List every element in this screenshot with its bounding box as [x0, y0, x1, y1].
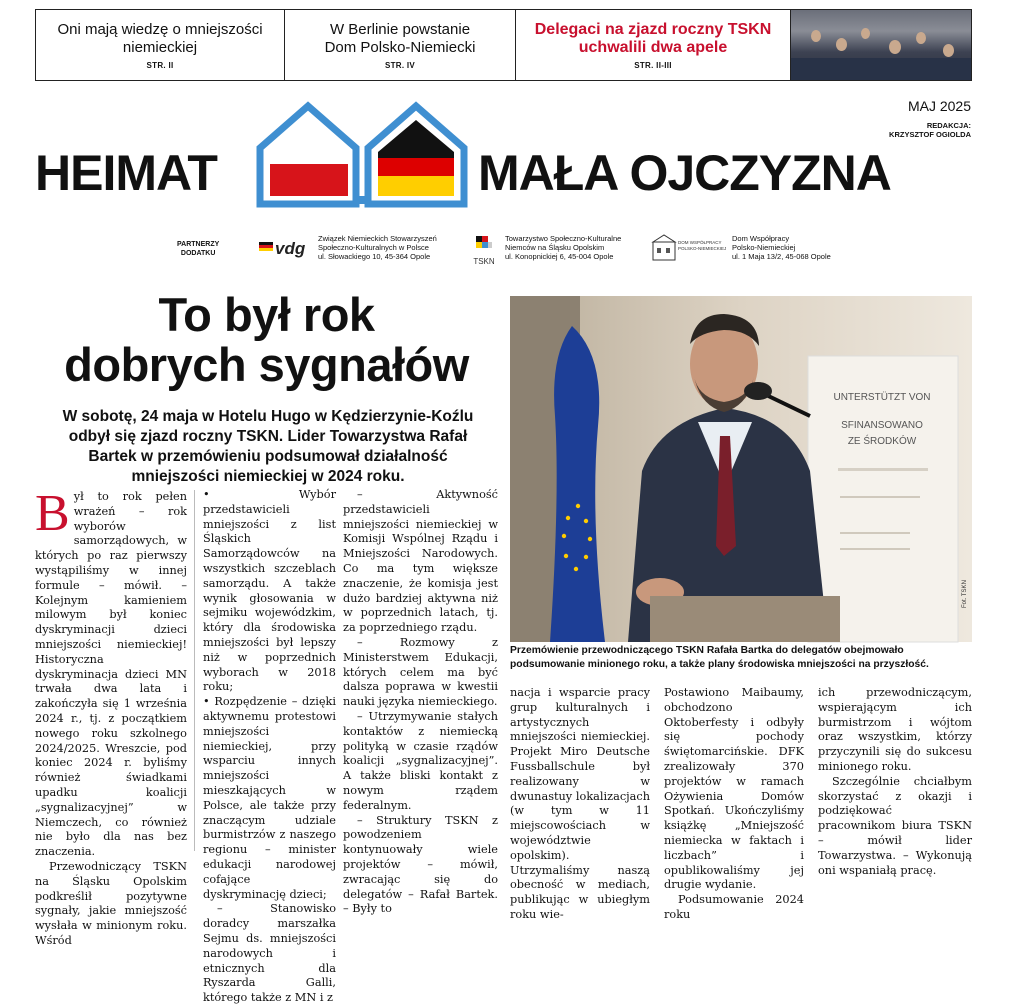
houses-logo [256, 100, 468, 208]
editor-name: KRZYSZTOF OGIOLDA [889, 130, 971, 139]
article-lead: W sobotę, 24 maja w Hotelu Hugo w Kędzierzynie-Koźlu odbył się zjazd roczny TSKN. Lider Towarzystwa Rafał Bartek w przemówieniu podsumował działalność mniejszości niemieckiej w 2024 roku. [62, 408, 474, 485]
teaser-page: STR. II-III [634, 60, 672, 70]
teaser-3[interactable] [516, 10, 791, 80]
paragraph: ył to rok pełen wrażeń – rok wyborów samorządowych, w których po raz pierwszy wystąpiliśmy w innej formule – mówił. – Kolejnym kamieniem milowym był koniec dyskryminacji dzieci mniejszości niemieckiej! Historyczna dyskryminacja dzieci MN trwała dwa lata i zakończyła się 1 września 2024 r., tj. z początkiem nowego roku szkolnego 2024/2025. Wreszcie, pod koniec 2024 r. byliśmy również świadkami upadku koalicji „sygnalizacyjnej” w Niemczech, co również nie było dla nas bez znaczenia. [35, 490, 187, 859]
paragraph: – Struktury TSKN z powodzeniem kontynuowały wiele projektów – mówił, zwracając się do delegatów – Rafał Bartek. – Były to [343, 813, 498, 916]
paragraph: nacja i wsparcie pracy grup kulturalnych i artystycznych mniejszości niemieckiej. Projekt Miro Deutsche Fussballschule był realizowany w dwunastuy lokalizacjach (w tym w 11 miejscowościach w województwie opolskim). Utrzymaliśmy naszą obecność w mediach, publikując w ubiegłym roku wie- [510, 686, 650, 921]
article-column-2 [203, 488, 336, 1006]
paragraph: – Utrzymywanie stałych kontaktów z niemiecką polityką w czasie rządów koalicji „sygnalizacyjnej”. A także bliski kontakt z nowym rządem federalnym. [343, 709, 498, 812]
paragraph: • Rozpędzenie – dzięki aktywnemu protestowi mniejszości niemieckiej, przy wsparciu innych mniejszości mieszkających w Polsce, ale także przy znaczącym udziale burmistrzów z naszego regionu – minister edukacji narodowej cofające dyskryminację dzieci; [203, 695, 336, 901]
teaser-2[interactable] [285, 10, 516, 80]
svg-text:ZE ŚRODKÓW: ZE ŚRODKÓW [847, 436, 917, 447]
paragraph: ich przewodniczącym, wspierającym ich burmistrzom i wójtom oraz wszystkim, którzy przyczynili się do sukcesu minionego roku. [818, 686, 972, 773]
paragraph: – Stanowisko doradcy marszałka Sejmu ds. mniejszości narodowych i etnicznych dla Ryszarda Galli, którego także z MN i z [203, 902, 336, 1005]
issue-date: MAJ 2025 [907, 98, 971, 114]
photo-credit: Fot. TSKN [962, 580, 968, 608]
vdg-logo [259, 234, 313, 260]
partners-label: PARTNERZY DODATKU [177, 241, 220, 257]
article-column-5 [664, 686, 804, 923]
paragraph: Postawiono Maibaumy, obchodzono Oktoberfesty i odbyły się pochody świętomarcińskie. DFK zrealizowały 370 projektów w ramach Ożywienia Domów Spotkań. Ukończyliśmy książkę „Mniejszość niemiecka w faktach i liczbach” i opublikowaliśmy jej drugie wydanie. [664, 686, 804, 892]
column-divider [194, 490, 195, 851]
masthead-heimat: HEIMAT [35, 145, 217, 201]
tskn-logo [469, 234, 499, 268]
article-column-4 [510, 686, 650, 923]
partner-tskn[interactable]: Towarzystwo Społeczno-Kulturalne Niemców na Śląsku Opolskim ul. Konopnickiej 6, 45-004 Opole [505, 234, 622, 261]
teaser-1[interactable] [36, 10, 285, 80]
teaser-photo[interactable] [791, 10, 971, 80]
svg-text:POLSKO-NIEMIECKIEJ: POLSKO-NIEMIECKIEJ [678, 246, 727, 251]
teaser-title: W Berlinie powstanie Dom Polsko-Niemiecki [324, 20, 476, 56]
partners-strip [35, 232, 972, 272]
paragraph: Podsumowanie 2024 roku [664, 893, 804, 921]
svg-text:DOM WSPÓŁPRACY: DOM WSPÓŁPRACY [678, 240, 722, 245]
drop-cap: B [35, 485, 70, 542]
paragraph: • Wybór przedstawicieli mniejszości z list Śląskich Samorządowców na wszystkich szczeblach samorządu. A także wynik głosowania w sejmiku wojewódzkim, który dla środowiska mniejszości był lepszy niż w poprzednich wyborach w 2018 roku; [203, 488, 336, 694]
masthead-mala-ojczyzna: MAŁA OJCZYZNA [478, 145, 891, 201]
svg-text:vdg: vdg [275, 239, 306, 258]
photo-caption: Przemówienie przewodniczącego TSKN Rafała Bartka do delegatów obejmowało podsumowanie minionego roku, a także plany środowiska mniejszości na przyszłość. [510, 645, 929, 670]
teaser-title: Oni mają wiedzę o mniejszości niemieckiej [57, 20, 263, 56]
svg-text:SFINANSOWANO: SFINANSOWANO [841, 420, 923, 431]
teaser-page: STR. II [146, 60, 174, 70]
article-column-3 [343, 488, 498, 917]
article-column-6 [818, 686, 972, 878]
svg-text:UNTERSTÜTZT VON: UNTERSTÜTZT VON [833, 392, 931, 403]
partner-vdg[interactable]: Związek Niemieckich Stowarzyszeń Społeczno-Kulturalnych w Polsce ul. Słowackiego 10, 45-364 Opole [318, 234, 437, 261]
dom-wspolpracy-logo [651, 234, 727, 264]
teaser-title: Delegaci na zjazd roczny TSKN uchwalili dwa apele [534, 20, 772, 56]
paragraph: Szczególnie chciałbym skorzystać z okazji i podziękować pracownikom biura TSKN – mówił lider Towarzystwa. – Wykonują oni wspaniałą pracę. [818, 774, 972, 877]
svg-text:TSKN: TSKN [473, 257, 495, 266]
editor-label: REDAKCJA: [926, 121, 971, 130]
speaker-photo[interactable] [510, 296, 972, 642]
paragraph: – Aktywność przedstawicieli mniejszości niemieckiej w Komisji Wspólnej Rządu i Mniejszości Narodowych. Co ma tym większe znaczenie, że komisja jest dużo bardziej aktywna niż w poprzednich latach, tj. za poprzedniego rządu. [343, 488, 498, 635]
paragraph: – Rozmowy z Ministerstwem Edukacji, których celem ma być dalsza poprawa w kwestii nauki języka niemieckiego. [343, 635, 498, 709]
article-column-1 [35, 485, 187, 949]
partner-dom-wspolpracy[interactable]: Dom Współpracy Polsko-Niemieckiej ul. 1 Maja 13/2, 45-068 Opole [732, 234, 831, 261]
teaser-page: STR. IV [384, 60, 416, 70]
teaser-bar [35, 9, 972, 81]
paragraph: Przewodniczący TSKN na Śląsku Opolskim podkreślił pozytywne sygnały, jakie mniejszość wysłała w minionym roku. Wśród [35, 859, 187, 947]
editor-credit [889, 121, 971, 139]
article-headline: To był rok dobrych sygnałów [64, 288, 469, 391]
